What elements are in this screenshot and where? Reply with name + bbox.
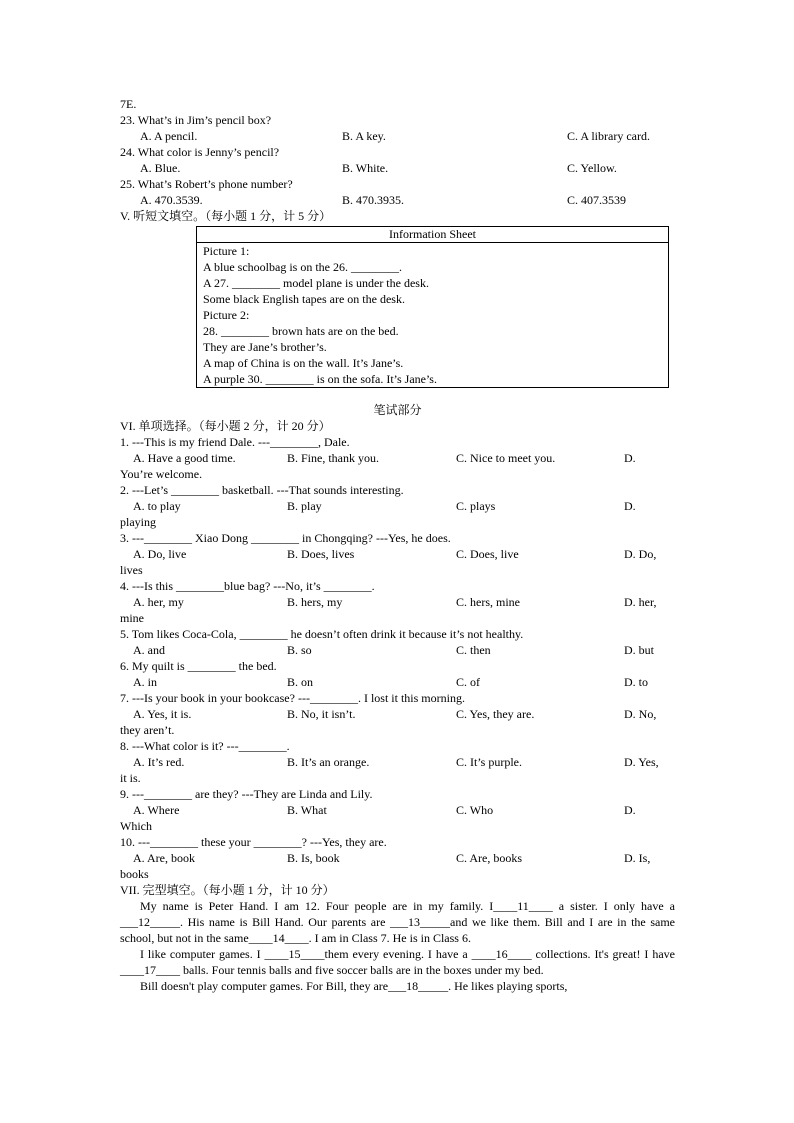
option-a: A. Have a good time. (133, 451, 236, 465)
exam-page (120, 96, 675, 994)
option-c: C. A library card. (567, 129, 650, 143)
top-label: 7E. (120, 97, 137, 111)
question-stem: 1. ---This is my friend Dale. ---________, Dale. (120, 435, 350, 449)
information-sheet-line: Picture 2: (203, 308, 250, 322)
question-options (120, 754, 675, 770)
option-d: D. (624, 803, 636, 817)
option-d: D. Do, (624, 547, 657, 561)
option-c: C. of (456, 675, 480, 689)
option-a: A. Blue. (140, 161, 181, 175)
question-stem: 9. ---________ are they? ---They are Linda and Lily. (120, 787, 373, 801)
question-stem: 6. My quilt is ________ the bed. (120, 659, 277, 673)
option-d: D. (624, 499, 636, 513)
option-b: B. A key. (342, 129, 386, 143)
option-d: D. to (624, 675, 648, 689)
question-stem: 8. ---What color is it? ---________. (120, 739, 290, 753)
part7-title: VII. 完型填空。（每小题 1 分，计 10 分） (120, 883, 335, 897)
option-d: D. (624, 451, 636, 465)
option-d-continuation: books (120, 867, 149, 881)
option-a: A. in (133, 675, 157, 689)
information-sheet-line: A blue schoolbag is on the 26. ________. (203, 260, 402, 274)
option-d-continuation: lives (120, 563, 143, 577)
option-d: D. No, (624, 707, 657, 721)
option-b: B. Fine, thank you. (287, 451, 379, 465)
question-options (120, 706, 675, 722)
option-b: B. 470.3935. (342, 193, 405, 207)
information-sheet-line: Picture 1: (203, 244, 250, 258)
question-stem: 2. ---Let’s ________ basketball. ---That sounds interesting. (120, 483, 404, 497)
question-options (120, 160, 675, 176)
option-a: A. to play (133, 499, 181, 513)
option-c: C. Who (456, 803, 494, 817)
question-options (120, 850, 675, 866)
option-b: B. White. (342, 161, 389, 175)
option-c: C. Nice to meet you. (456, 451, 556, 465)
information-sheet-line: A map of China is on the wall. It’s Jane’s. (203, 356, 404, 370)
information-sheet-line: They are Jane’s brother’s. (203, 340, 327, 354)
question-stem: 23. What’s in Jim’s pencil box? (120, 113, 272, 127)
cloze-passage (120, 898, 675, 994)
option-a: A. Where (133, 803, 180, 817)
option-b: B. What (287, 803, 327, 817)
option-c: C. Yellow. (567, 161, 617, 175)
question-stem: 5. Tom likes Coca-Cola, ________ he doesn’t often drink it because it’s not healthy. (120, 627, 524, 641)
question-options (120, 642, 675, 658)
option-d-continuation: Which (120, 819, 152, 833)
question-options (120, 498, 675, 514)
option-b: B. Does, lives (287, 547, 355, 561)
option-b: B. Is, book (287, 851, 340, 865)
question-options (120, 594, 675, 610)
option-a: A. Do, live (133, 547, 187, 561)
option-a: A. 470.3539. (140, 193, 203, 207)
question-stem: 25. What’s Robert’s phone number? (120, 177, 293, 191)
option-c: C. plays (456, 499, 496, 513)
option-d-continuation: it is. (120, 771, 141, 785)
option-a: A. Yes, it is. (133, 707, 192, 721)
option-d: D. Yes, (624, 755, 659, 769)
information-sheet-line: Some black English tapes are on the desk. (203, 292, 405, 306)
information-sheet (196, 226, 669, 388)
listening-questions (120, 112, 675, 208)
part5-title: V. 听短文填空。（每小题 1 分，计 5 分） (120, 209, 332, 223)
option-c: C. Are, books (456, 851, 522, 865)
option-d: D. but (624, 643, 654, 657)
option-d: D. Is, (624, 851, 651, 865)
information-sheet-line: 28. ________ brown hats are on the bed. (203, 324, 399, 338)
question-options (120, 192, 675, 208)
option-b: B. It’s an orange. (287, 755, 370, 769)
question-stem: 7. ---Is your book in your bookcase? ---________. I lost it this morning. (120, 691, 465, 705)
option-c: C. It’s purple. (456, 755, 522, 769)
information-sheet-line: A purple 30. ________ is on the sofa. It’s Jane’s. (203, 372, 437, 386)
cloze-paragraph: My name is Peter Hand. I am 12. Four people are in my family. I____11____ a sister. I only have a ___12_____. His name is Bill Hand. Our parents are ___13_____and we like them. Bill and I are in the same school, but not in the same____14____. I am in Class 7. He is in Class 6. (120, 899, 675, 945)
option-c: C. then (456, 643, 491, 657)
cloze-paragraph: I like computer games. I ____15____them every evening. I have a ____16____ collections. It's great! I have ____17____ balls. Four tennis balls and five soccer balls are in the boxes under my bed. (120, 947, 675, 977)
option-d-continuation: mine (120, 611, 144, 625)
question-options (120, 546, 675, 562)
option-a: A. and (133, 643, 165, 657)
part6-title: VI. 单项选择。（每小题 2 分，计 20 分） (120, 419, 331, 433)
option-a: A. A pencil. (140, 129, 198, 143)
option-b: B. hers, my (287, 595, 343, 609)
question-stem: 24. What color is Jenny’s pencil? (120, 145, 280, 159)
written-section-title: 笔试部分 (373, 403, 422, 417)
question-options (120, 802, 675, 818)
option-b: B. so (287, 643, 312, 657)
option-d: D. her, (624, 595, 657, 609)
option-c: C. Yes, they are. (456, 707, 535, 721)
option-a: A. Are, book (133, 851, 195, 865)
option-a: A. her, my (133, 595, 184, 609)
cloze-paragraph: Bill doesn't play computer games. For Bill, they are___18_____. He likes playing sports, (140, 979, 568, 993)
option-c: C. Does, live (456, 547, 519, 561)
question-stem: 10. ---________ these your ________? ---Yes, they are. (120, 835, 387, 849)
question-stem: 3. ---________ Xiao Dong ________ in Chongqing? ---Yes, he does. (120, 531, 451, 545)
question-stem: 4. ---Is this ________blue bag? ---No, it’s ________. (120, 579, 375, 593)
question-options (120, 128, 675, 144)
information-sheet-body (197, 243, 668, 387)
question-options (120, 450, 675, 466)
option-c: C. hers, mine (456, 595, 520, 609)
question-options (120, 674, 675, 690)
option-b: B. on (287, 675, 314, 689)
option-b: B. No, it isn’t. (287, 707, 356, 721)
information-sheet-line: A 27. ________ model plane is under the desk. (203, 276, 429, 290)
option-d-continuation: they aren’t. (120, 723, 175, 737)
option-c: C. 407.3539 (567, 193, 627, 207)
option-a: A. It’s red. (133, 755, 185, 769)
option-b: B. play (287, 499, 322, 513)
information-sheet-title: Information Sheet (197, 227, 668, 243)
multiple-choice-questions (120, 434, 675, 882)
option-d-continuation: You’re welcome. (120, 467, 203, 481)
option-d-continuation: playing (120, 515, 156, 529)
